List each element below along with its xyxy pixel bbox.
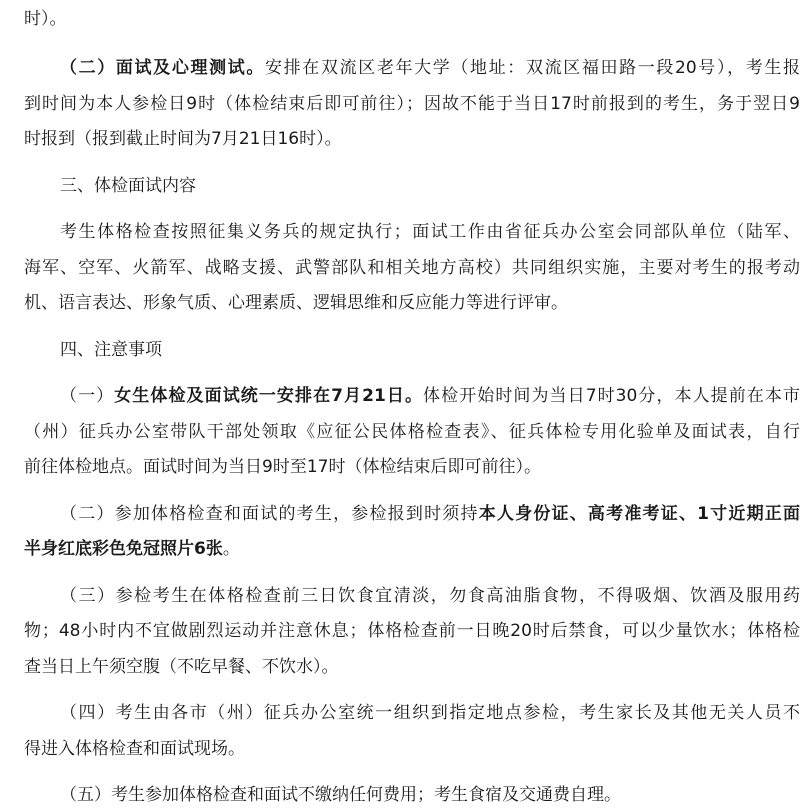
line-1	[60, 57, 800, 79]
section-title: 三、体检面试内容	[60, 176, 196, 196]
text-segment: 安排在双流区老年大学（地址：双流区福田路一段20号），考生报	[265, 58, 800, 78]
text-segment: （二）参加体格检查和面试的考生，参检报到时须持	[60, 504, 479, 524]
subheading-interview: （二）面试及心理测试。	[60, 58, 266, 78]
line-9	[60, 385, 800, 407]
line-16	[24, 656, 339, 678]
line-13	[24, 538, 240, 560]
text-segment: 机、语言表达、形象气质、心理素质、逻辑思维和反应能力等进行评审。	[24, 293, 568, 313]
line-12	[60, 503, 800, 525]
line-19	[60, 784, 621, 806]
line-0	[24, 8, 67, 30]
text-segment: 得进入体格检查和面试现场。	[24, 739, 245, 759]
line-17	[60, 702, 800, 724]
text-segment: 查当日上午须空腹（不吃早餐、不饮水）。	[24, 657, 339, 677]
text-segment: 时）。	[24, 9, 67, 29]
line-2	[24, 93, 800, 115]
text-segment: 体检开始时间为当日7时30分，本人提前在本市	[423, 386, 800, 406]
text-segment: 时报到（报到截止时间为7月21日16时）。	[24, 129, 342, 149]
text-segment: 到时间为本人参检日9时（体检结束后即可前往）；因故不能于当日17时前报到的考生，务于翌日9	[24, 94, 800, 114]
section-heading-3	[60, 175, 196, 197]
line-10	[24, 421, 800, 443]
bold-emphasis: 女生体检及面试统一安排在7月21日。	[114, 386, 424, 406]
text-segment: （五）考生参加体格检查和面试不缴纳任何费用；考生食宿及交通费自理。	[60, 785, 621, 805]
line-5	[60, 221, 800, 243]
bold-emphasis: 本人身份证、高考准考证、1寸近期正面	[478, 504, 801, 524]
text-segment: （州）征兵办公室带队干部处领取《应征公民体格检查表》、征兵体检专用化验单及面试表，自行	[24, 422, 800, 442]
text-segment: 考生体格检查按照征集义务兵的规定执行；面试工作由省征兵办公室会同部队单位（陆军、	[60, 222, 800, 242]
text-segment: 。	[222, 539, 240, 559]
line-6	[24, 257, 800, 279]
bold-emphasis: 半身红底彩色免冠照片6张	[24, 539, 223, 559]
line-18	[24, 738, 245, 760]
text-segment: 前往体检地点。面试时间为当日9时至17时（体检结束后即可前往）。	[24, 457, 541, 477]
section-title: 四、注意事项	[60, 340, 162, 360]
line-15	[24, 620, 800, 642]
text-segment: （三）参检考生在体格检查前三日饮食宜清淡，勿食高油脂食物，不得吸烟、饮酒及服用药	[60, 586, 800, 606]
line-11	[24, 456, 541, 478]
line-14	[60, 585, 800, 607]
text-segment: （一）	[60, 386, 115, 406]
line-7	[24, 292, 568, 314]
section-heading-4	[60, 339, 162, 361]
text-segment: 海军、空军、火箭军、战略支援、武警部队和相关地方高校）共同组织实施，主要对考生的报考动	[24, 258, 800, 278]
text-segment: （四）考生由各市（州）征兵办公室统一组织到指定地点参检，考生家长及其他无关人员不	[60, 703, 800, 723]
text-segment: 物；48小时内不宜做剧烈运动并注意休息；体格检查前一日晚20时后禁食，可以少量饮水；体格检	[24, 621, 800, 641]
line-3	[24, 128, 342, 150]
